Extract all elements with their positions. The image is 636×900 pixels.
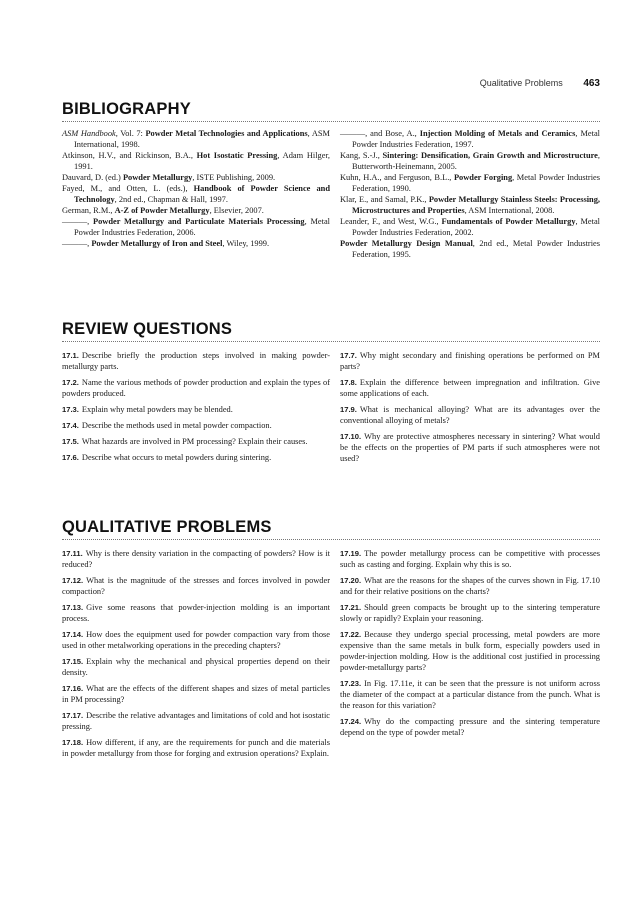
- bibliography-entry-post: , ISTE Publishing, 2009.: [192, 173, 276, 182]
- question-text: Why might secondary and finishing operations be performed on PM parts?: [340, 351, 600, 371]
- question: [62, 548, 330, 570]
- question-text: Describe briefly the production steps involved in making powder-metallurgy parts.: [62, 351, 330, 371]
- bibliography-entry: [340, 194, 600, 216]
- bibliography-entry-pre: ———,: [62, 239, 92, 248]
- bibliography-entry: [62, 183, 330, 205]
- bibliography-entry-mid: , Vol. 7:: [115, 129, 146, 138]
- question-number: 17.2.: [62, 378, 79, 387]
- running-title: Qualitative Problems: [479, 78, 563, 88]
- bibliography-entry-post: , Metal Powder Industries Federation, 2002.: [352, 217, 600, 237]
- bibliography-entry-post: , Metal Powder Industries Federation, 1997.: [352, 129, 600, 149]
- bibliography-entry-bold: Powder Metallurgy: [122, 173, 193, 182]
- bibliography-entry-pre: Leander, F., and West, W.G.,: [340, 217, 442, 226]
- bibliography-heading: BIBLIOGRAPHY: [62, 100, 191, 118]
- bibliography-entry-pre: Dauvard, D. (ed.): [62, 173, 123, 182]
- question: [340, 404, 600, 426]
- question-number: 17.17.: [62, 711, 84, 720]
- bibliography-entry-bold: Powder Metallurgy of Iron and Steel: [91, 239, 223, 248]
- question: [62, 656, 330, 678]
- page-number: 463: [583, 78, 600, 89]
- question-text: The powder metallurgy process can be competitive with processes such as casting and forging. Explain why this is so.: [340, 549, 600, 569]
- bibliography-entry-pre: Klar, E., and Samal, P.K.,: [340, 195, 429, 204]
- bibliography-entry-bold: Powder Metallurgy Stainless Steels: Processing, Microstructures and Properties: [352, 195, 600, 215]
- question: [62, 404, 330, 415]
- question: [340, 431, 600, 464]
- question-number: 17.16.: [62, 684, 84, 693]
- bibliography-entry: [62, 150, 330, 172]
- question-number: 17.8.: [340, 378, 357, 387]
- question-text: What are the reasons for the shapes of the curves shown in Fig. 17.10 and for their relative positions on the charts?: [340, 576, 600, 596]
- bibliography-right-column: [340, 128, 600, 260]
- question: [340, 602, 600, 624]
- question-text: Why do the compacting pressure and the sintering temperature depend on the type of powder metal?: [340, 717, 600, 737]
- review-right-column: [340, 350, 600, 469]
- bibliography-entry-post: , ASM International, 2008.: [464, 206, 555, 215]
- review-left-column: [62, 350, 330, 468]
- question-text: What is the magnitude of the stresses and forces involved in powder compaction?: [62, 576, 330, 596]
- question: [62, 575, 330, 597]
- bibliography-entry-post: , ASM International, 1998.: [74, 129, 331, 149]
- question: [340, 629, 600, 673]
- question-number: 17.15.: [62, 657, 84, 666]
- question-text: Should green compacts be brought up to the sintering temperature slowly or rapidly? Explain your reasoning.: [340, 603, 600, 623]
- bibliography-entry-post: , Wiley, 1999.: [222, 239, 270, 248]
- question-number: 17.7.: [340, 351, 357, 360]
- question-number: 17.5.: [62, 437, 79, 446]
- question-number: 17.13.: [62, 603, 84, 612]
- question-number: 17.18.: [62, 738, 84, 747]
- question-text: How different, if any, are the requirements for punch and die materials in powder metallurgy from those for forging and extrusion operations? Explain.: [62, 738, 330, 758]
- question-text: What hazards are involved in PM processing? Explain their causes.: [81, 437, 308, 446]
- bibliography-entry: [62, 128, 330, 150]
- bibliography-entry: [62, 205, 330, 216]
- question-text: Describe the methods used in metal powder compaction.: [81, 421, 272, 430]
- bibliography-rule: [62, 121, 600, 122]
- question: [340, 377, 600, 399]
- question-text: Why is there density variation in the compacting of powders? How is it reduced?: [62, 549, 330, 569]
- bibliography-entry: [340, 172, 600, 194]
- bibliography-entry-bold: Powder Forging: [453, 173, 513, 182]
- bibliography-entry-pre: Kang, S.-J.,: [340, 151, 383, 160]
- question-number: 17.23.: [340, 679, 362, 688]
- bibliography-entry-pre: Fayed, M., and Otten, L. (eds.),: [62, 184, 194, 193]
- bibliography-entry-pre: ———, and Bose, A.,: [340, 129, 420, 138]
- question-number: 17.6.: [62, 453, 79, 462]
- running-head: [0, 78, 600, 89]
- question: [62, 350, 330, 372]
- question-number: 17.11.: [62, 549, 83, 558]
- bibliography-entry-pre: Atkinson, H.V., and Rickinson, B.A.,: [62, 151, 197, 160]
- bibliography-entry-bold: Powder Metallurgy and Particulate Materials Processing: [93, 217, 305, 226]
- qualitative-rule: [62, 539, 600, 540]
- question-text: Describe what occurs to metal powders during sintering.: [81, 453, 272, 462]
- question: [62, 452, 330, 463]
- bibliography-entry-bold: Hot Isostatic Pressing: [196, 151, 278, 160]
- question: [62, 602, 330, 624]
- question-number: 17.19.: [340, 549, 362, 558]
- bibliography-entry-bold: Fundamentals of Powder Metallurgy: [441, 217, 576, 226]
- question-text: Because they undergo special processing, metal powders are more expensive than the same metals in bulk form, especially powders used in powder-injection molding. How is the additional cost justified in processing powder-metallurgy parts?: [340, 630, 600, 672]
- question-number: 17.22.: [340, 630, 362, 639]
- question: [340, 350, 600, 372]
- question-number: 17.21.: [340, 603, 362, 612]
- question: [62, 629, 330, 651]
- bibliography-entry-post: , Metal Powder Industries Federation, 1990.: [352, 173, 600, 193]
- bibliography-entry-bold: Sintering: Densification, Grain Growth and Microstructure: [382, 151, 598, 160]
- bibliography-entry: [340, 128, 600, 150]
- question: [62, 420, 330, 431]
- question: [62, 683, 330, 705]
- question-text: What are the effects of the different shapes and sizes of metal particles in PM processing?: [62, 684, 330, 704]
- bibliography-entry-pre: German, R.M.,: [62, 206, 115, 215]
- bibliography-entry-bold: Injection Molding of Metals and Ceramics: [419, 129, 576, 138]
- review-questions-heading: REVIEW QUESTIONS: [62, 320, 233, 338]
- question-text: Describe the relative advantages and limitations of cold and hot isostatic pressing.: [62, 711, 330, 731]
- question-number: 17.24.: [340, 717, 362, 726]
- review-rule: [62, 341, 600, 342]
- bibliography-entry-pre: ———,: [62, 217, 93, 226]
- question: [62, 710, 330, 732]
- question-text: Explain why metal powders may be blended.: [81, 405, 233, 414]
- qualitative-problems-heading: QUALITATIVE PROBLEMS: [62, 518, 272, 536]
- question: [340, 548, 600, 570]
- bibliography-entry: [340, 216, 600, 238]
- bibliography-entry-bold: Powder Metal Technologies and Applications: [145, 129, 308, 138]
- question: [62, 436, 330, 447]
- bibliography-entry-post: , Butterworth-Heinemann, 2005.: [352, 151, 600, 171]
- qualitative-right-column: [340, 548, 600, 743]
- question: [340, 716, 600, 738]
- bibliography-entry-bold: A-Z of Powder Metallurgy: [114, 206, 210, 215]
- question-text: Name the various methods of powder production and explain the types of powders produced.: [62, 378, 330, 398]
- question-number: 17.10.: [340, 432, 362, 441]
- question-number: 17.14.: [62, 630, 84, 639]
- question-text: Explain why the mechanical and physical properties depend on their density.: [62, 657, 330, 677]
- question: [340, 678, 600, 711]
- qualitative-left-column: [62, 548, 330, 764]
- bibliography-entry: [340, 238, 600, 260]
- bibliography-entry-post: , Elsevier, 2007.: [209, 206, 264, 215]
- bibliography-entry-post: , Adam Hilger, 1991.: [74, 151, 330, 171]
- question-text: What is mechanical alloying? What are its advantages over the conventional alloying of metals?: [340, 405, 600, 425]
- bibliography-entry-pre: Kuhn, H.A., and Ferguson, B.L.,: [340, 173, 454, 182]
- bibliography-entry-post: , 2nd ed., Metal Powder Industries Federation, 1995.: [352, 239, 600, 259]
- bibliography-entry: [340, 150, 600, 172]
- bibliography-entry: [62, 172, 330, 183]
- bibliography-entry: [62, 216, 330, 238]
- bibliography-entry-italic: ASM Handbook: [62, 129, 116, 138]
- question-number: 17.1.: [62, 351, 79, 360]
- question-text: Why are protective atmospheres necessary in sintering? What would be the effects on the properties of PM parts if such atmospheres were not used?: [340, 432, 600, 463]
- bibliography-entry-post: , 2nd ed., Chapman & Hall, 1997.: [114, 195, 228, 204]
- bibliography-entry-bold: Handbook of Powder Science and Technology: [74, 184, 330, 204]
- question: [340, 575, 600, 597]
- question: [62, 737, 330, 759]
- bibliography-entry-post: , Metal Powder Industries Federation, 2006.: [74, 217, 330, 237]
- question-number: 17.4.: [62, 421, 79, 430]
- bibliography-entry: [62, 238, 330, 249]
- question-text: Give some reasons that powder-injection molding is an important process.: [62, 603, 330, 623]
- question-number: 17.9.: [340, 405, 357, 414]
- bibliography-left-column: [62, 128, 330, 249]
- question-text: Explain the difference between impregnation and infiltration. Give some applications of each.: [340, 378, 600, 398]
- question-number: 17.20.: [340, 576, 362, 585]
- question: [62, 377, 330, 399]
- question-text: How does the equipment used for powder compaction vary from those used in other metalworking operations in the preceding chapters?: [62, 630, 330, 650]
- question-number: 17.12.: [62, 576, 84, 585]
- bibliography-entry-bold: Powder Metallurgy Design Manual: [340, 239, 473, 248]
- question-number: 17.3.: [62, 405, 79, 414]
- question-text: In Fig. 17.11e, it can be seen that the pressure is not uniform across the diameter of the compact at a particular distance from the punch. What is the reason for this variation?: [340, 679, 600, 710]
